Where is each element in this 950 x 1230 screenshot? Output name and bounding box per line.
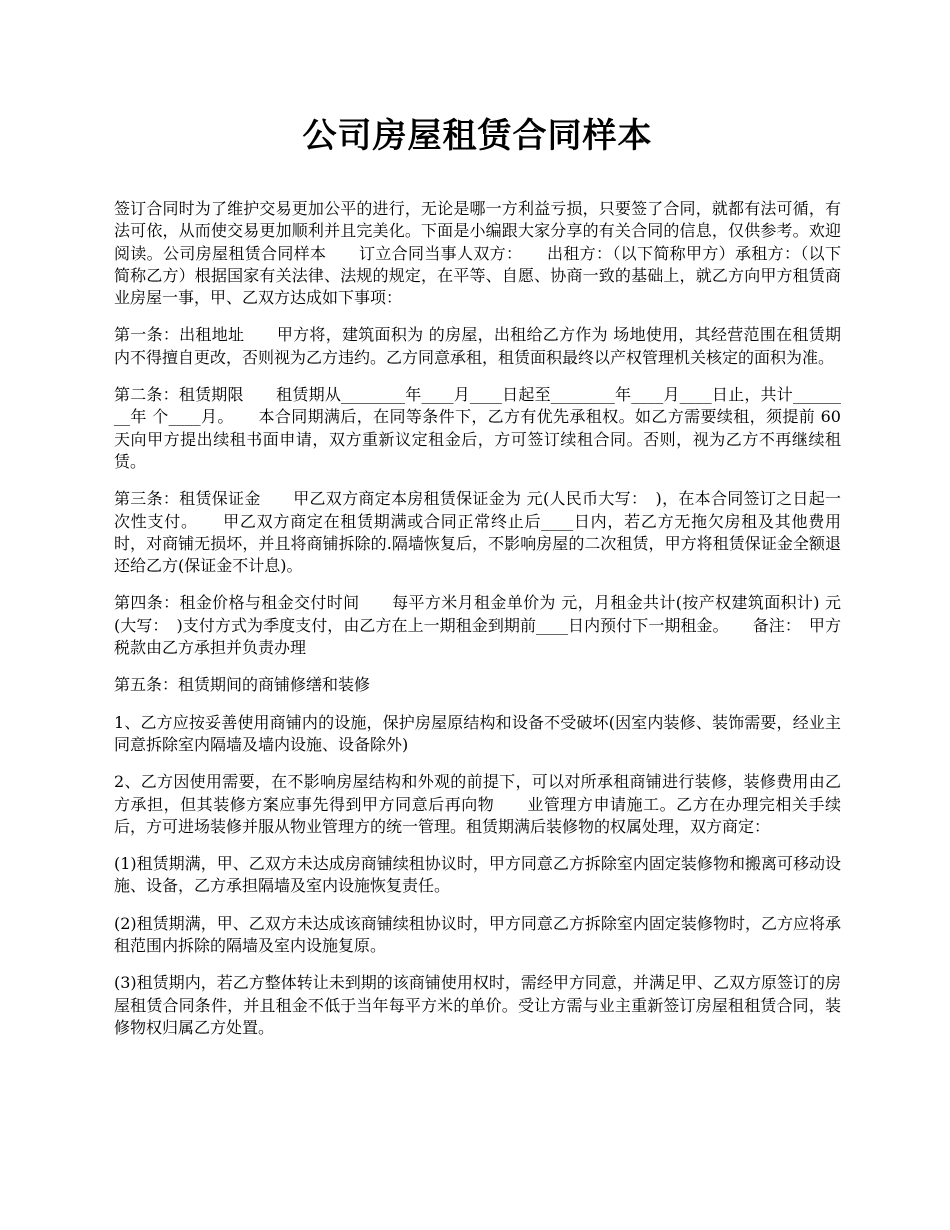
clause-2-paragraph: 2、乙方因使用需要，在不影响房屋结构和外观的前提下，可以对所承租商铺进行装修，装修费用由乙方承担，但其装修方案应事先得到甲方同意后再向物 业管理方申请施工。乙方在办理完相关手续后，方可进场装修并服从物业管理方的统一管理。租赁期满后装修物的权属处理，双方商定： — [114, 772, 841, 836]
sub-clause-2-paragraph: (2)租赁期满，甲、乙双方未达成该商铺续租协议时，甲方同意乙方拆除室内固定装修物时，乙方应将承租范围内拆除的隔墙及室内设施复原。 — [114, 913, 841, 956]
article-3-paragraph: 第三条：租赁保证金 甲乙双方商定本房租赁保证金为 元(人民币大写： )，在本合同签订之日起一次性支付。 甲乙双方商定在租赁期满或合同正常终止后____日内，若乙方无拖欠房租及其他费用时，对商铺无损坏，并且将商铺拆除的.隔墙恢复后，不影响房屋的二次租赁，甲方将租赁保证金全额退还给乙方(保证金不计息)。 — [114, 489, 841, 576]
article-1-paragraph: 第一条：出租地址 甲方将，建筑面积为 的房屋，出租给乙方作为 场地使用，其经营范围在租赁期内不得擅自更改，否则视为乙方违约。乙方同意承租，租赁面积最终以产权管理机关核定的面积为准。 — [114, 325, 841, 367]
clause-1-paragraph: 1、乙方应按妥善使用商铺内的设施，保护房屋原结构和设备不受破坏(因室内装修、装饰需要，经业主同意拆除室内隔墙及墙内设施、设备除外) — [114, 712, 841, 754]
sub-clause-3-paragraph: (3)租赁期内，若乙方整体转让未到期的该商铺使用权时，需经甲方同意，并满足甲、乙双方原签订的房屋租赁合同条件，并且租金不低于当年每平方米的单价。受让方需与业主重新签订房屋租租赁合同，装修物权归属乙方处置。 — [114, 973, 841, 1037]
intro-paragraph: 签订合同时为了维护交易更加公平的进行，无论是哪一方利益亏损，只要签了合同，就都有法可循，有法可依，从而使交易更加顺利并且完美化。下面是小编跟大家分享的有关合同的信息，仅供参考。欢迎阅读。公司房屋租赁合同样本 订立合同当事人双方： 出租方：（以下简称甲方）承租方：（以下简称乙方）根据国家有关法律、法规的规定，在平等、自愿、协商一致的基础上，就乙方向甲方租赁商业房屋一事，甲、乙双方达成如下事项： — [114, 199, 841, 308]
sub-clause-1-paragraph: (1)租赁期满，甲、乙双方未达成房商铺续租协议时，甲方同意乙方拆除室内固定装修物和搬离可移动设施、设备，乙方承担隔墙及室内设施恢复责任。 — [114, 854, 841, 896]
document-title: 公司房屋租赁合同样本 — [302, 116, 653, 156]
document-page — [114, 110, 847, 1054]
article-2-paragraph: 第二条：租赁期限 租赁期从________年____月____日起至________年____月____日止，共计________年 个____月。 本合同期满后，在同等条件下，乙方有优先承租权。如乙方需要续租，须提前 60 天向甲方提出续租书面申请，双方重新议定租金后，方可签订续租合同。否则，视为乙方不再继续租赁。 — [114, 385, 847, 471]
article-4-paragraph: 第四条：租金价格与租金交付时间 每平方米月租金单价为 元，月租金共计(按产权建筑面积计) 元(大写： )支付方式为季度支付，由乙方在上一期租金到期前____日内预付下一期租金。 备注： 甲方税款由乙方承担并负责办理 — [114, 593, 841, 658]
article-5-heading: 第五条：租赁期间的商铺修缮和装修 — [114, 675, 371, 695]
